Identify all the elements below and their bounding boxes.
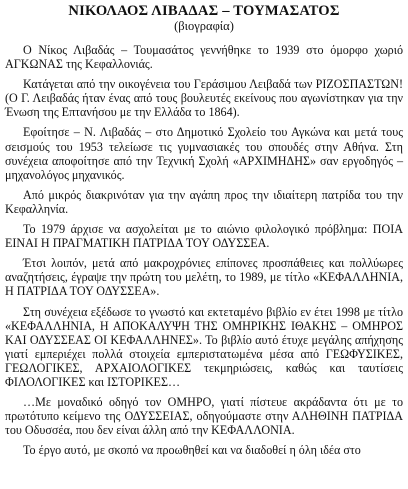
paragraph-work-purpose: Το έργο αυτό, με σκοπό να προωθηθεί και να διαδοθεί η όλη ιδέα στο [23,443,361,458]
paragraph-first-study: Έτσι λοιπόν, μετά από μακροχρόνιες επίπονες προσπάθειες και πολλύωρες αναζητήσεις, έγραψε την πρώτη του μελέτη, το 1989, με τίτλο «ΚΕΦΑΛΛΗΝΙΑ, Η ΠΑΤΡΙΔΑ ΤΟΥ ΟΔΥΣΣΕΑ». [5,256,403,299]
paragraph-1979: Το 1979 άρχισε να ασχολείται με το αιώνιο φιλολογικό πρόβλημα: ΠΟΙΑ ΕΙΝΑΙ Η ΠΡΑΓΜΑΤΙΚΗ ΠΑΤΡΙΔΑ ΤΟΥ ΟΔΥΣΣΕΑ. [5,222,403,251]
document-title: ΝΙΚΟΛΑΟΣ ΛΙΒΑΔΑΣ – ΤΟΥΜΑΣΑΤΟΣ [68,3,340,19]
paragraph-birth: Ο Νίκος Λιβαδάς – Τουμασάτος γεννήθηκε το 1939 στο όμορφο χωριό ΑΓΚΩΝΑΣ της Κεφαλλονιάς. [5,43,403,72]
paragraph-love-of-homeland: Από μικρός διακρινόταν για την αγάπη προς την ιδιαίτερη πατρίδα του την Κεφαλληνία. [5,187,403,216]
document-subtitle: (βιογραφία) [174,19,234,33]
paragraph-family: Κατάγεται από την οικογένεια του Γεράσιμου Λειβαδά των ΡΙΖΟΣΠΑΣΤΩΝ! (Ο Γ. Λειβαδάς ήταν ένας από τους βουλευτές εκείνους που αγωνίστηκαν για την Ένωση της Επτανήσου με την Ελλάδα το 1864). [5,77,403,120]
paragraph-education: Εφοίτησε – Ν. Λιβαδάς – στο Δημοτικό Σχολείο του Αγκώνα και μετά τους σεισμούς του 1953 τελείωσε τις γυμνασιακές του σπουδές στην Αθήνα. Στη συνέχεια αποφοίτησε από την Τεχνική Σχολή «ΑΡΧΙΜΗΔΗΣ» σαν εργοδηγός – μηχανολόγος μηχανικός. [5,125,403,182]
paragraph-1998-book: Στη συνέχεια εξέδωσε το γνωστό και εκτεταμένο βιβλίο εν έτει 1998 με τίτλο «ΚΕΦΑΛΛΗΝΙΑ, Η ΑΠΟΚΑΛΥΨΗ ΤΗΣ ΟΜΗΡΙΚΗΣ ΙΘΑΚΗΣ – ΟΜΗΡΟΣ ΚΑΙ ΟΔΥΣΣΕΑΣ ΟΙ ΚΕΦΑΛΛΗΝΕΣ». Το βιβλίο αυτό έτυχε μεγάλης απήχησης γιατί εμπεριέχει πολλά στοιχεία εμπεριστατωμένα μέσα από ΓΕΩΦΥΣΙΚΕΣ, ΓΕΩΛΟΓΙΚΕΣ, ΑΡΧΑΙΟΛΟΓΙΚΕΣ τεκμηριώσεις, καθώς και ταυτίσεις ΦΙΛΟΛΟΓΙΚΕΣ και ΙΣΤΟΡΙΚΕΣ… [5,304,403,389]
paragraph-homer-guide: …Με μοναδικό οδηγό τον ΟΜΗΡΟ, γιατί πίστευε ακράδαντα ότι με το πρωτότυπο κείμενο της ΟΔΥΣΣΕΙΑΣ, οδηγούμαστε στην ΑΛΗΘΙΝΗ ΠΑΤΡΙΔΑ του Οδυσσέα, που δεν είναι άλλη από την ΚΕΦΑΛΛΟΝΙΑ. [5,395,403,438]
